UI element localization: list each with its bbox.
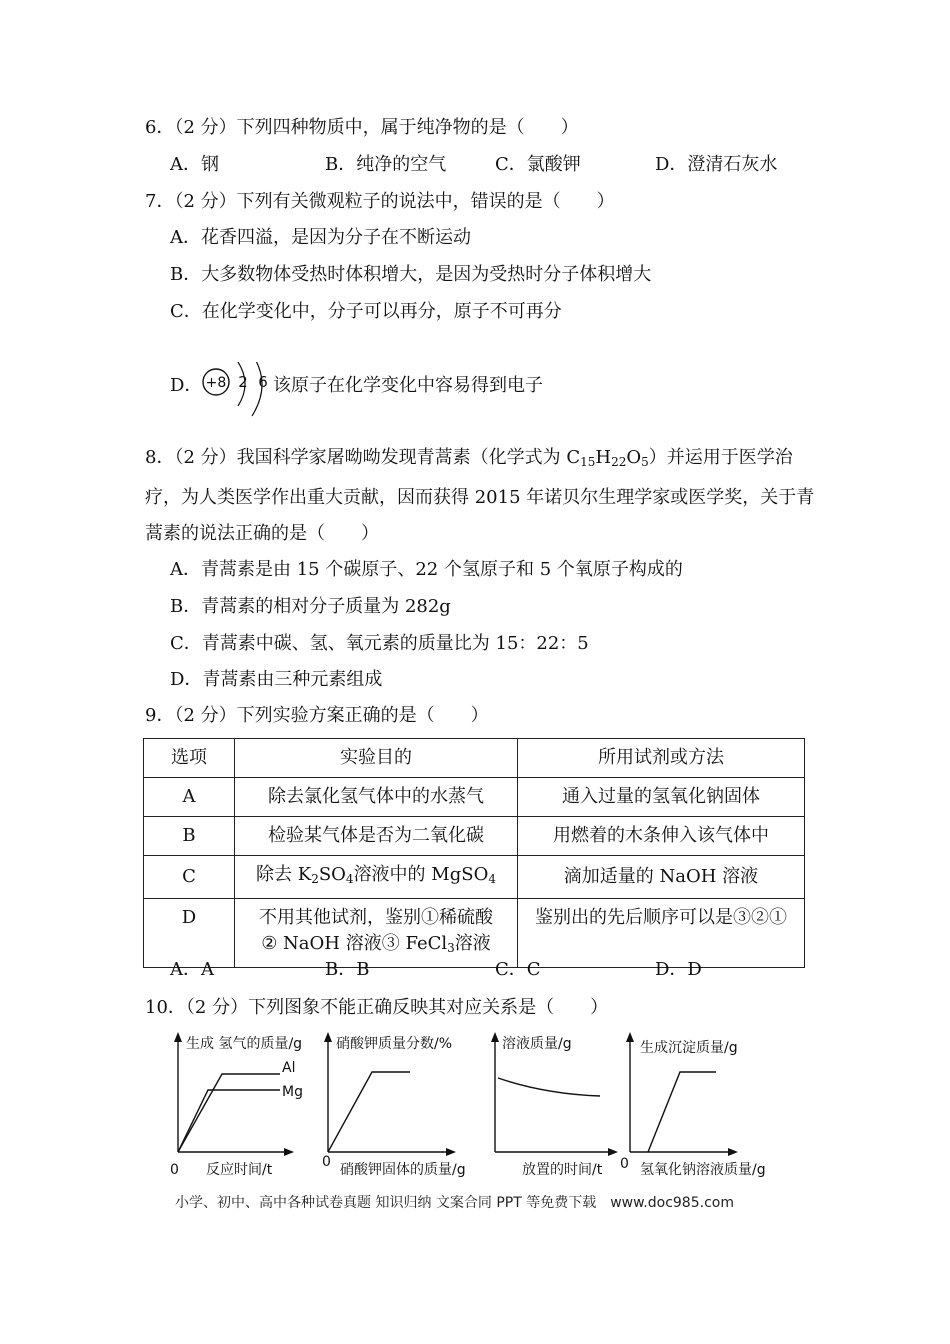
q8-option-b: B．青蒿素的相对分子质量为 282g [170, 596, 451, 617]
row-c-p1: 除去 K [256, 864, 312, 885]
header-purpose: 实验目的 [235, 739, 518, 778]
atom-structure-diagram [200, 362, 280, 422]
q9-option-c: C．C [495, 959, 541, 980]
row-c-method: 滴加适量的 NaOH 溶液 [518, 856, 805, 899]
q6-option-d: D．澄清石灰水 [655, 154, 778, 175]
graph2-y-arrow [324, 1032, 332, 1042]
q8-stem-part1: 8．（2 分）我国科学家屠呦呦发现青蒿素（化学式为 C [145, 447, 581, 468]
q8-sub-h: 22 [611, 455, 627, 469]
row-d-p2: ② NaOH 溶液③ FeCl [261, 933, 448, 954]
table-row [144, 899, 805, 968]
graph3-line [498, 1078, 600, 1096]
row-d-s1: 3 [447, 941, 455, 955]
graph2-x-arrow [446, 1148, 456, 1156]
table-row [144, 856, 805, 899]
graph1-origin: 0 [170, 1162, 179, 1178]
row-c-s3: 4 [488, 872, 496, 886]
header-method: 所用试剂或方法 [518, 739, 805, 778]
graph4-y-arrow [626, 1032, 634, 1042]
q6-option-c: C．氯酸钾 [495, 154, 581, 175]
q9-option-b: B．B [325, 959, 370, 980]
header-option: 选项 [144, 739, 235, 778]
q7-option-d-label: D． [170, 375, 203, 396]
q8-stem [145, 440, 815, 552]
row-c-s1: 2 [311, 872, 319, 886]
q7-stem: 7．（2 分）下列有关微观粒子的说法中，错误的是（ ） [145, 191, 615, 212]
row-c-p2: SO [318, 864, 346, 885]
shell-2-electrons: 6 [258, 373, 268, 391]
graph2-xlabel: 硝酸钾固体的质量/g [340, 1162, 466, 1178]
graph3-y-arrow [491, 1032, 499, 1042]
table-header-row [144, 739, 805, 778]
graph2-line [328, 1072, 410, 1152]
row-d-method: 鉴别出的先后顺序可以是③②① [518, 899, 805, 968]
graph1-xlabel: 反应时间/t [206, 1162, 273, 1178]
graph3-xlabel: 放置的时间/t [522, 1162, 603, 1178]
row-b-method: 用燃着的木条伸入该气体中 [518, 817, 805, 856]
page-footer: 小学、初中、高中各种试卷真题 知识归纳 文案合同 PPT 等免费下载 www.doc985.com [175, 1195, 734, 1211]
q10-graphs [160, 1028, 800, 1180]
row-c-label: C [144, 856, 235, 899]
shell-1-electrons: 2 [238, 373, 248, 391]
graph1-x-arrow [284, 1148, 294, 1156]
table-row [144, 778, 805, 817]
q9-stem: 9．（2 分）下列实验方案正确的是（ ） [145, 705, 489, 726]
row-c-p3: 溶液中的 MgSO [353, 864, 489, 885]
q8-stem-part2: ）并运用于医学治疗，为人类医学作出重大贡献，因而获得 2015 年诺贝尔生理学家或医学奖，关于青蒿素的说法正确的是（ ） [145, 447, 815, 544]
graph3-x-arrow [608, 1148, 618, 1156]
row-c-purpose [235, 856, 518, 899]
q6-option-a: A．钢 [170, 154, 219, 175]
q9-option-a: A．A [170, 959, 214, 980]
row-a-purpose: 除去氯化氢气体中的水蒸气 [235, 778, 518, 817]
graph3-ylabel: 溶液质量/g [502, 1036, 572, 1052]
graph2-ylabel: 硝酸钾质量分数/% [336, 1036, 453, 1052]
graph1-ylabel: 生成 氢气的质量/g [186, 1036, 303, 1052]
q10-stem: 10．（2 分）下列图象不能正确反映其对应关系是（ ） [145, 997, 609, 1018]
row-d-label: D [144, 899, 235, 968]
row-b-label: B [144, 817, 235, 856]
q7-option-a: A．花香四溢，是因为分子在不断运动 [170, 227, 471, 248]
graph1-legend-mg: Mg [282, 1084, 303, 1100]
q8-sub-c: 15 [580, 455, 596, 469]
q6-option-b: B．纯净的空气 [325, 154, 447, 175]
row-d-purpose [235, 899, 518, 968]
q8-h: H [595, 447, 612, 468]
row-d-line2 [241, 931, 511, 961]
graph1-line-al [178, 1074, 280, 1152]
q6-stem: 6．（2 分）下列四种物质中，属于纯净物的是（ ） [145, 117, 579, 138]
graph4-xlabel: 氢氧化钠溶液质量/g [640, 1162, 766, 1178]
q7-option-c: C．在化学变化中，分子可以再分，原子不可再分 [170, 301, 562, 322]
q7-option-d-text: 该原子在化学变化中容易得到电子 [273, 375, 543, 396]
q8-option-a: A．青蒿素是由 15 个碳原子、22 个氢原子和 5 个氧原子构成的 [170, 559, 683, 580]
graph2-origin: 0 [322, 1154, 331, 1170]
q8-sub-o: 5 [641, 455, 649, 469]
table-row [144, 817, 805, 856]
graph4-line [648, 1072, 716, 1152]
graph1-legend-al: Al [282, 1060, 296, 1076]
graph4-x-arrow [728, 1148, 738, 1156]
row-d-p1: 不用其他试剂，鉴别①稀硫酸 [259, 907, 493, 928]
q8-option-c: C．青蒿素中碳、氢、氧元素的质量比为 15：22：5 [170, 633, 589, 654]
graph1-line-mg [178, 1090, 280, 1152]
q9-option-d: D．D [655, 959, 702, 980]
row-c-s2: 4 [345, 872, 354, 886]
q8-option-d: D．青蒿素由三种元素组成 [170, 669, 383, 690]
row-d-p3: 溶液 [454, 933, 491, 954]
graph1-y-arrow [174, 1032, 182, 1042]
graph4-ylabel: 生成沉淀质量/g [640, 1040, 738, 1056]
row-b-purpose: 检验某气体是否为二氧化碳 [235, 817, 518, 856]
graph3-origin: 0 [620, 1156, 629, 1172]
experiment-table [143, 738, 805, 968]
row-a-label: A [144, 778, 235, 817]
q7-option-b: B．大多数物体受热时体积增大，是因为受热时分子体积增大 [170, 264, 652, 285]
q8-o: O [626, 447, 642, 468]
nucleus-charge: +8 [205, 375, 227, 391]
row-a-method: 通入过量的氢氧化钠固体 [518, 778, 805, 817]
